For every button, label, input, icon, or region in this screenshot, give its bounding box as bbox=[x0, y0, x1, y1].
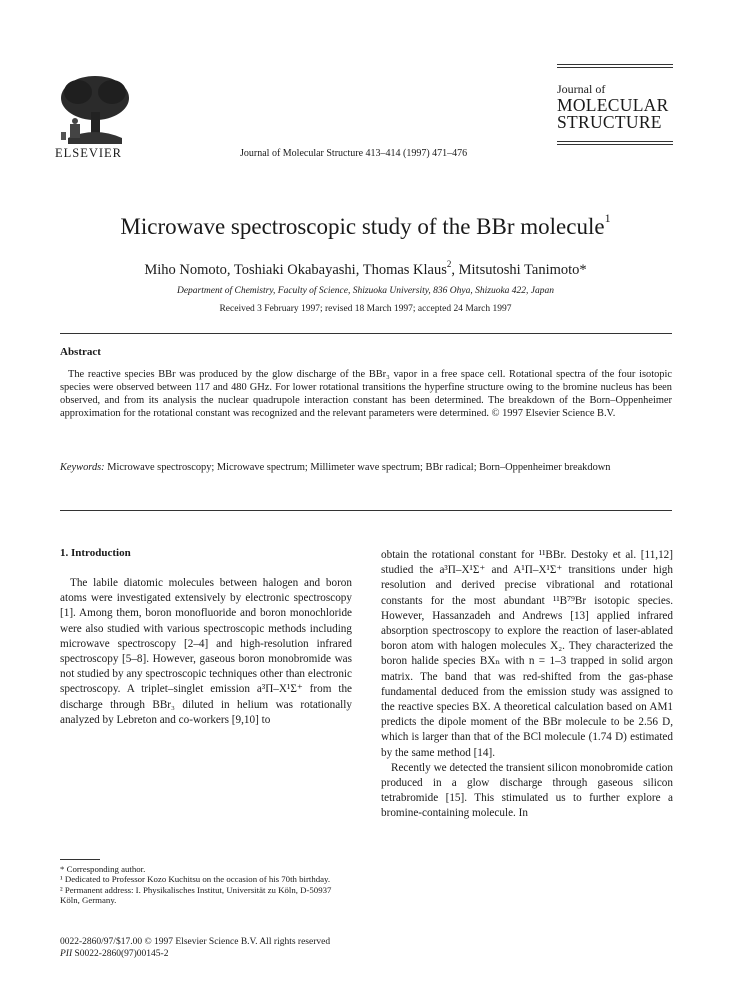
received-dates: Received 3 February 1997; revised 18 March 1997; accepted 24 March 1997 bbox=[219, 304, 512, 314]
author-footnote-mark: 2 bbox=[446, 259, 452, 269]
abstract-heading: Abstract bbox=[60, 346, 101, 358]
copyright-line: 0022-2860/97/$17.00 © 1997 Elsevier Science B.V. All rights reserved bbox=[60, 937, 331, 947]
elsevier-tree-logo-icon bbox=[58, 74, 132, 146]
intro-paragraph-left: The labile diatomic molecules between halogen and boron atoms were investigated extensively by electronic spectroscopy [1]. Among them, boron monofluoride and boron monochloride were also studied with various spectroscopic methods including microwave spectroscopy [2–4] and high-resolution infrared spectroscopy [5–8]. However, gaseous boron monobromide was not studied by any spectroscopic techniques other than electronic spectroscopy. A triplet–singlet emission a³Π–X¹Σ⁺ from the discharge through BBr₃ diluted in helium was rotationally analyzed by Lebreton and co-workers [9,10] to bbox=[60, 577, 352, 726]
copyright-block bbox=[60, 936, 330, 960]
journal-title-block bbox=[557, 64, 673, 147]
intro-paragraph-right-1: obtain the rotational constant for ¹¹BBr. Destoky et al. [11,12] studied the a³Π–X¹Σ⁺ and A¹Π–X¹Σ⁺ transitions under high resolution and derived precise vibrational and rotational constants for the most abundant ¹¹B⁷⁹Br isotopic species. However, Hassanzadeh and Andrews [13] applied infrared absorption spectroscopy to explore the reaction of laser-ablated boron atom with halogen molecules X₂. They characterized the boron halide species BXₙ with n = 1–3 trapped in solid argon matrix. The band that was red-shifted from the gas-phase fundamental deduced from the emission study was assigned to the reactive species BX. A theoretical calculation based on AM1 predicts the dipole moment of the BBr molecule to be 2.56 D, which is larger than that of the BCl molecule (1.74 D) estimated by the same method [14]. bbox=[381, 549, 673, 759]
affiliation: Department of Chemistry, Faculty of Science, Shizuoka University, 836 Ohya, Shizuoka 422, Japan bbox=[176, 286, 555, 296]
keywords-label: Keywords: bbox=[60, 462, 105, 473]
article-title bbox=[0, 211, 731, 240]
column-right bbox=[381, 548, 673, 822]
footnote: * Corresponding author. bbox=[60, 864, 146, 874]
publisher-name: ELSEVIER bbox=[55, 146, 123, 160]
journal-of-line: Journal of bbox=[557, 82, 606, 96]
author-list: Miho Nomoto, Toshiaki Okabayashi, Thomas Klaus$^2$, Mitsutoshi Tanimoto* bbox=[144, 259, 587, 278]
pii-line bbox=[60, 948, 330, 960]
journal-name-line-2: STRUCTURE bbox=[557, 112, 662, 132]
divider-bottom bbox=[60, 510, 672, 511]
title-footnote-mark: 1 bbox=[604, 211, 611, 225]
author: Mitsutoshi Tanimoto bbox=[458, 262, 580, 278]
journal-rule-top-2 bbox=[557, 67, 673, 68]
journal-rule-bottom-2 bbox=[557, 144, 673, 145]
footnotes bbox=[60, 864, 352, 906]
keywords bbox=[60, 461, 672, 474]
pii-value: S0022-2860(97)00145-2 bbox=[74, 949, 169, 959]
journal-citation: Journal of Molecular Structure 413–414 (1997) 471–476 bbox=[240, 148, 468, 159]
article-title-text: Microwave spectroscopic study of the BBr molecule bbox=[120, 214, 605, 239]
author: Miho Nomoto bbox=[144, 262, 227, 278]
author: Thomas Klaus bbox=[362, 262, 447, 278]
divider-top bbox=[60, 333, 672, 334]
abstract-body: The reactive species BBr was produced by the glow discharge of the BBr₃ vapor in a free space cell. Rotational spectra of the four isotopic species were observed between 117 and 480 GHz. For lower rotational transitions the hyperfine structure owing to the bromine nucleus has been observed, and from its analysis the nuclear quadrupole interaction constant has been determined. The breakdown of the Born–Oppenheimer approximation for the rotational constant was recognized and the relevant parameters were determined. © 1997 Elsevier Science B.V. bbox=[60, 369, 672, 420]
footnote: ² Permanent address: I. Physikalisches Institut, Universität zu Köln, D-50937 Köln, Germany. bbox=[60, 884, 332, 906]
footnote-rule bbox=[60, 859, 100, 860]
author: Toshiaki Okabayashi bbox=[233, 262, 356, 278]
keywords-text: Microwave spectroscopy; Microwave spectrum; Millimeter wave spectrum; BBr radical; Born–Oppenheimer breakdown bbox=[107, 462, 611, 473]
intro-paragraph-right-2: Recently we detected the transient silicon monobromide cation produced in a glow discharge through gaseous silicon tetrabromide [15]. This stimulated us to further explore a bromine-containing molecule. In bbox=[381, 761, 673, 820]
column-left bbox=[60, 576, 352, 728]
section-heading-introduction: 1. Introduction bbox=[60, 547, 131, 559]
footnote: ¹ Dedicated to Professor Kozo Kuchitsu on the occasion of his 70th birthday. bbox=[60, 874, 331, 885]
journal-rule-top bbox=[557, 64, 673, 65]
corresponding-author-mark: * bbox=[579, 262, 587, 278]
journal-name-line-1: MOLECULAR bbox=[557, 95, 669, 115]
pii-label: PII bbox=[60, 949, 73, 959]
journal-rule-bottom bbox=[557, 141, 673, 142]
